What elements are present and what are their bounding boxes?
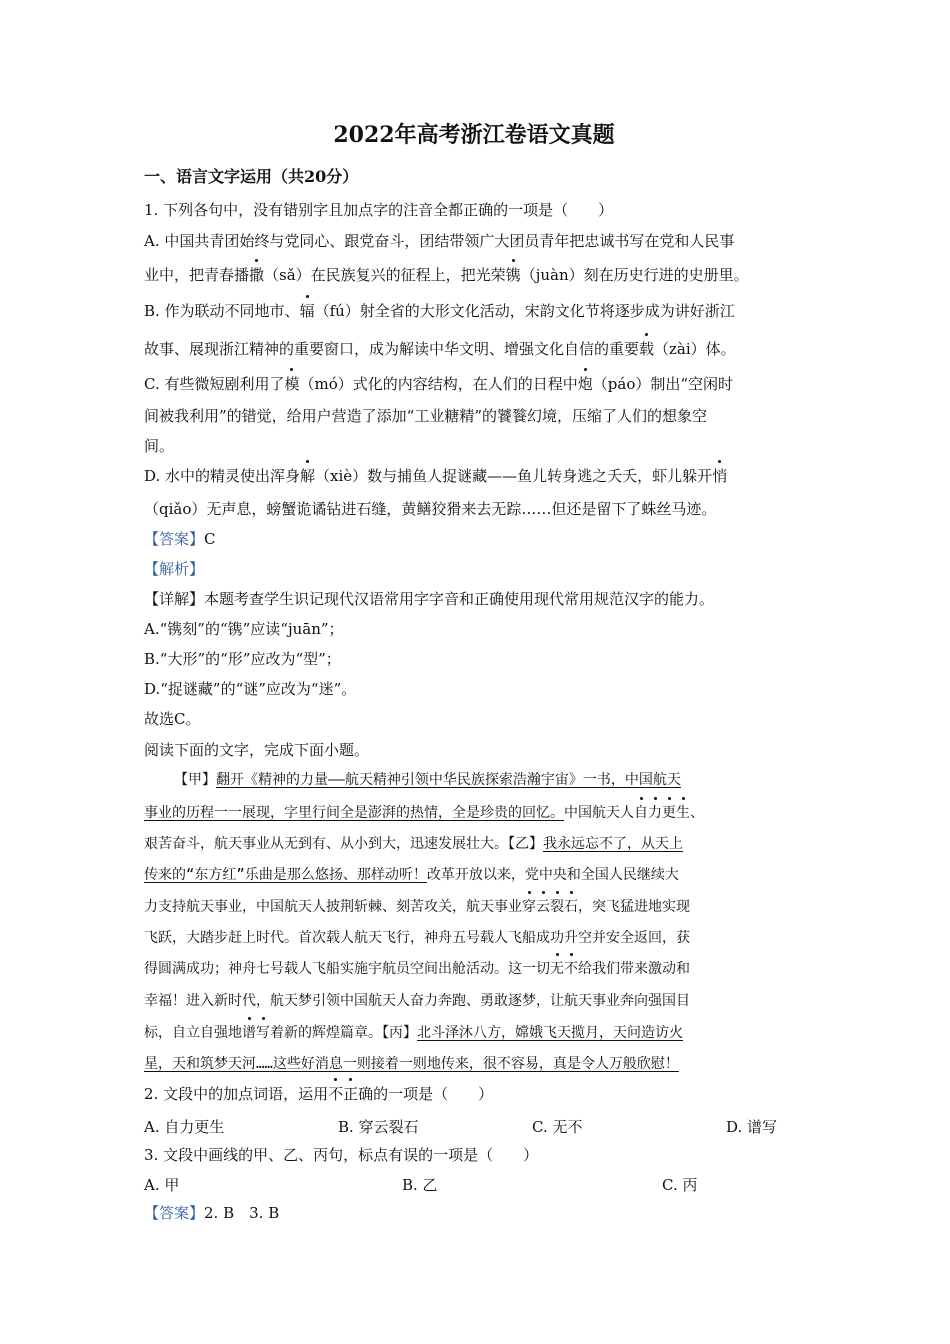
passage-line-2: 事业的历程一一展现，字里行间全是澎湃的热情，全是珍贵的回忆。中国航天人自力更生、 [144, 802, 704, 822]
q1-option-c-line2: 间被我利用”的错觉，给用户营造了添加“工业糖精”的饕餮幻境，压缩了人们的想象空 [144, 407, 708, 425]
page-title: 2022年高考浙江卷语文真题 [333, 122, 615, 148]
passage-line-10: 星，天和筑梦天河……这些好消息一则接着一则地传来，很不容易，真是令人万般欣慰！ [144, 1056, 679, 1072]
dotted-char: 解 [300, 467, 316, 485]
q1-option-b-line1: B. 作为联动不同地市、辐（fú）射全省的大形文化活动，宋韵文化节将逐步成为讲好浙江 [144, 302, 735, 320]
reading-intro: 阅读下面的文字，完成下面小题。 [144, 741, 370, 759]
explanation-d: D.“捉谜藏”的“谜”应改为“迷”。 [144, 680, 357, 698]
passage-line-7: 得圆满成功；神舟七号载人飞船实施宇航员空间出舱活动。这一切无不给我们带来激动和 [144, 958, 690, 978]
dotted-char: 谱 [242, 1022, 256, 1042]
dotted-char: 正 [343, 1085, 359, 1103]
q1-option-d-line2: （qiǎo）无声息，螃蟹诡谲钻进石缝，黄鳝狡猾来去无踪……但还是留下了蛛丝马迹。 [144, 500, 717, 518]
dotted-char: 更 [662, 802, 676, 822]
passage-line-5: 力支持航天事业，中国航天人披荆斩棘、刻苦攻关，航天事业穿云裂石，突飞猛进地实现 [144, 896, 690, 916]
q1-option-a-line2: 业中，把青春播撒（sǎ）在民族复兴的征程上，把光荣镌（juàn）刻在历史行进的史册里。 [144, 266, 749, 284]
passage-line-8: 幸福！进入新时代，航天梦引领中国航天人奋力奔跑、勇敢逐梦，让航天事业奔向强国目 [144, 993, 690, 1009]
passage-line-9: 标，自立自强地谱写着新的辉煌篇章。【丙】北斗泽沐八方，嫦娥飞天揽月，天问造访火 [144, 1022, 683, 1042]
q2-stem: 2. 文段中的加点词语，运用不正确的一项是（ ） [144, 1085, 494, 1103]
answer-tag: 【答案】 [144, 1204, 205, 1222]
dotted-char: 云 [536, 896, 550, 916]
dotted-word [522, 899, 578, 915]
passage-line-1: 【甲】翻开《精神的力量——航天精神引领中华民族探索浩瀚宇宙》一书，中国航天 [174, 772, 681, 788]
dotted-char: 不 [328, 1085, 344, 1103]
q3-option-a: A. 甲 [144, 1176, 180, 1194]
q2-q3-answer: 【答案】2. B 3. B [144, 1204, 280, 1222]
q2-option-a: A. 自力更生 [144, 1118, 225, 1136]
dotted-word [550, 961, 578, 977]
q2-option-b: B. 穿云裂石 [338, 1118, 419, 1136]
dotted-char: 裂 [550, 896, 564, 916]
explanation-a: A.“镌刻”的“镌”应读“juān”； [144, 620, 344, 638]
dotted-char: 撒 [249, 266, 265, 284]
q1-stem: 1. 下列各句中，没有错别字且加点字的注音全都正确的一项是（ ） [144, 201, 614, 219]
q1-option-c-line1: C. 有些微短剧利用了模（mó）式化的内容结构，在人们的日程中炮（páo）制出“空闲时 [144, 375, 734, 393]
explanation-b: B.“大形”的“形”应改为“型”； [144, 650, 341, 668]
conclusion: 故选C。 [144, 710, 201, 728]
dotted-word [242, 1025, 270, 1041]
dotted-char: 悄 [712, 467, 728, 485]
dotted-char: 镌 [505, 266, 521, 284]
dotted-char: 力 [648, 802, 662, 822]
dotted-char: 写 [256, 1022, 270, 1042]
q1-option-c-line3: 间。 [144, 437, 175, 455]
q3-option-c: C. 丙 [662, 1176, 698, 1194]
passage-line-6: 飞跃，大踏步赶上时代。首次载人航天飞行，神舟五号载人飞船成功升空并安全返回，获 [144, 930, 690, 946]
q3-stem: 3. 文段中画线的甲、乙、丙句，标点有误的一项是（ ） [144, 1146, 539, 1164]
detail-text: 【详解】本题考查学生识记现代汉语常用字字音和正确使用现代常用规范汉字的能力。 [144, 590, 715, 608]
dotted-char: 模 [284, 375, 300, 393]
dotted-char: 载 [639, 340, 655, 358]
passage-line-3: 艰苦奋斗，航天事业从无到有、从小到大，迅速发展壮大。【乙】我永远忘不了，从天上 [144, 836, 683, 852]
q1-option-b-line2: 故事、展现浙江精神的重要窗口，成为解读中华文明、增强文化自信的重要载（zài）体。 [144, 340, 736, 358]
analysis-tag: 【解析】 [144, 560, 205, 578]
dotted-char: 生 [676, 802, 690, 822]
q3-option-b: B. 乙 [402, 1176, 438, 1194]
dotted-char: 无 [550, 958, 564, 978]
q2-option-c: C. 无不 [532, 1118, 583, 1136]
dotted-char: 炮 [577, 375, 593, 393]
q1-option-d-line1: D. 水中的精灵使出浑身解（xiè）数与捕鱼人捉谜藏——鱼儿转身逃之夭夭，虾儿躲开悄 [144, 467, 728, 485]
section-heading: 一、语言文字运用（共20分） [144, 167, 359, 186]
dotted-char: 辐 [299, 302, 315, 320]
answer-tag: 【答案】 [144, 530, 205, 548]
dotted-char: 石 [564, 896, 578, 916]
passage-line-4: 传来的“东方红”乐曲是那么悠扬、那样动听！改革开放以来，党中央和全国人民继续大 [144, 867, 679, 883]
dotted-word [328, 1085, 358, 1103]
q2-option-d: D. 谱写 [726, 1118, 778, 1136]
dotted-word [634, 805, 690, 821]
q1-option-a-line1: A. 中国共青团始终与党同心、跟党奋斗，团结带领广大团员青年把忠诚书写在党和人民事 [144, 232, 735, 250]
dotted-char: 自 [634, 802, 648, 822]
dotted-char: 穿 [522, 896, 536, 916]
q1-answer: 【答案】C [144, 530, 216, 548]
dotted-char: 不 [564, 958, 578, 978]
